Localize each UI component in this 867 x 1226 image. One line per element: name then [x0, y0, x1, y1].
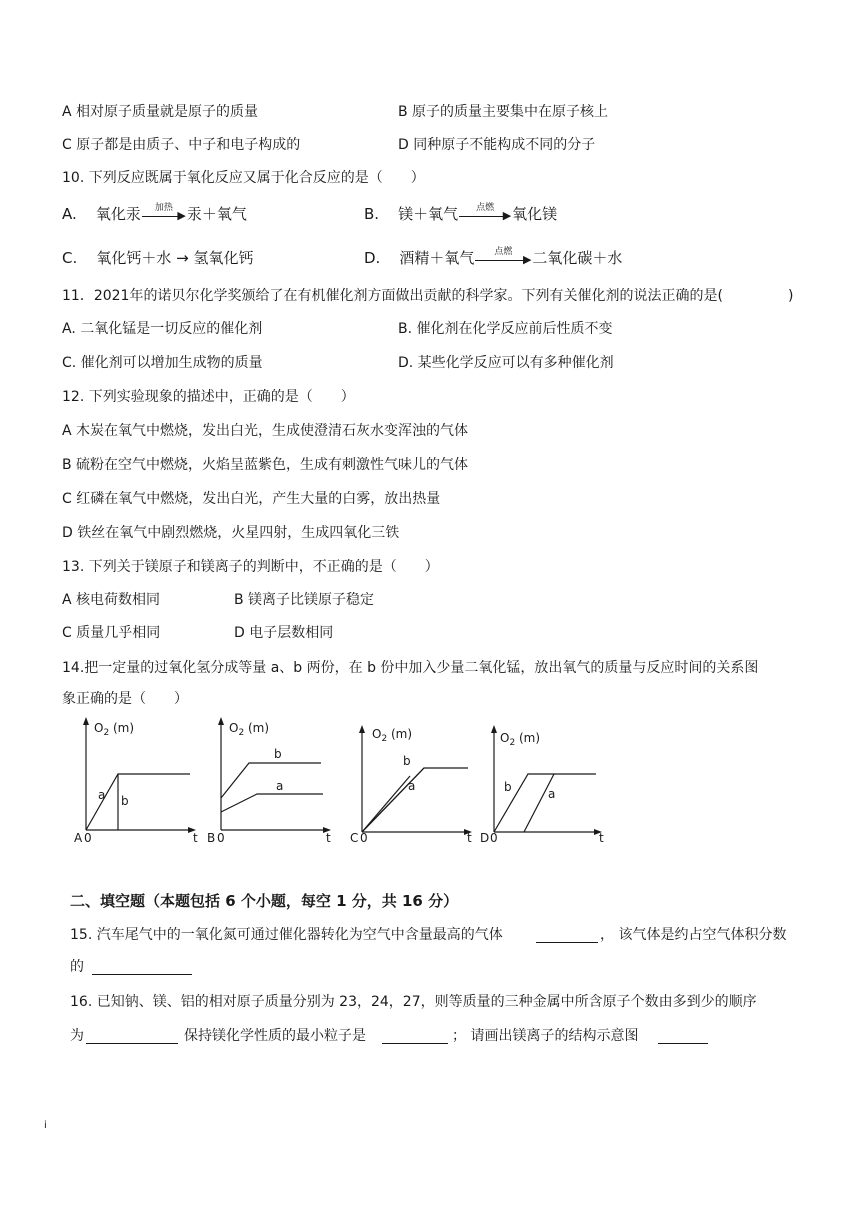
q10-c-reactant: 氧化钙＋水: [96, 249, 172, 267]
q16-line1: 16. 已知钠、镁、铝的相对原子质量分别为 23，24，27，则等质量的三种金属中所含原子个数由多到少的顺序: [70, 994, 757, 1010]
q12-option-c: C 红磷在氧气中燃烧，发出白光，产生大量的白雾，放出热量: [62, 491, 441, 507]
q10-d-product: 二氧化碳＋水: [532, 249, 623, 267]
q10-b-product: 氧化镁: [512, 205, 558, 223]
graph-a-label-1: a: [98, 788, 106, 802]
q14-stem-line2: 象正确的是（ ）: [62, 691, 188, 707]
q11-option-a: A. 二氧化锰是一切反应的催化剂: [62, 321, 263, 337]
graph-c-label-1: b: [403, 754, 411, 768]
q15-blank-1[interactable]: [536, 928, 598, 943]
q10-a-product: 汞＋氧气: [186, 205, 247, 223]
arrow-right-icon: →: [176, 249, 189, 267]
q16-blank-1[interactable]: [86, 1029, 178, 1044]
q10-option-d: [364, 246, 623, 267]
graph-b: [205, 712, 335, 847]
graph-d-origin: 0: [490, 831, 498, 845]
q16-line2-part1: 为: [70, 1028, 84, 1044]
q10-a-condition: 加热: [154, 202, 173, 213]
graph-c-origin: 0: [360, 831, 368, 845]
reaction-arrow-icon: 点燃 ▶: [459, 208, 511, 222]
q10-option-b: [364, 202, 558, 223]
q11-option-b: B. 催化剂在化学反应前后性质不变: [398, 321, 613, 337]
page-mark: i: [44, 1120, 47, 1131]
q16-blank-2[interactable]: [382, 1029, 448, 1044]
q14-stem-line1: 14.把一定量的过氧化氢分成等量 a、b 两份，在 b 份中加入少量二氧化锰，放出氧气的质量与反应时间的关系图: [62, 660, 759, 676]
graph-d-xlabel: t: [599, 831, 604, 845]
q10-d-condition: 点燃: [494, 246, 513, 257]
q16-line2-part2: 保持镁化学性质的最小粒子是: [184, 1028, 366, 1044]
q15-line1-part1: 15. 汽车尾气中的一氧化氮可通过催化器转化为空气中含量最高的气体: [70, 927, 503, 943]
q10-a-label: A.: [62, 205, 77, 223]
graph-d: [478, 718, 608, 848]
q15-line2: 的: [70, 959, 84, 975]
graph-b-corner: B: [207, 831, 216, 845]
q11-paren-close: ): [788, 288, 794, 304]
graph-c-label-2: a: [408, 779, 416, 793]
q13-stem: 13. 下列关于镁原子和镁离子的判断中，不正确的是（ ）: [62, 559, 439, 575]
reaction-arrow-icon: 点燃 ▶: [475, 252, 531, 266]
q12-option-b: B 硫粉在空气中燃烧，火焰呈蓝紫色，生成有刺激性气味儿的气体: [62, 457, 469, 473]
graph-b-ylabel: $O_2$ (m): [229, 721, 270, 738]
q10-option-a: [62, 202, 247, 223]
graph-a: [70, 712, 200, 847]
graph-a-xlabel: t: [193, 831, 198, 845]
q15-blank-2[interactable]: [92, 960, 192, 975]
q10-d-label: D.: [364, 249, 381, 267]
q13-option-d: D 电子层数相同: [234, 625, 334, 641]
graph-a-corner: A: [74, 831, 83, 845]
graph-b-label-2: a: [276, 779, 284, 793]
q11-option-c: C. 催化剂可以增加生成物的质量: [62, 355, 263, 371]
q16-line2-part3: ； 请画出镁离子的结构示意图: [452, 1028, 639, 1044]
q11-stem: 11．2021年的诺贝尔化学奖颁给了在有机催化剂方面做出贡献的科学家。下列有关催化剂的说法正确的是(: [62, 288, 723, 304]
graph-d-corner: D: [480, 831, 490, 845]
graph-c: [348, 718, 478, 848]
q10-option-c: [62, 251, 254, 266]
graph-d-label-1: b: [504, 780, 512, 794]
graph-b-label-1: b: [274, 747, 282, 761]
q10-d-reactant: 酒精＋氧气: [399, 249, 475, 267]
graph-b-xlabel: t: [326, 831, 331, 845]
q12-stem: 12. 下列实验现象的描述中，正确的是（ ）: [62, 389, 355, 405]
graph-d-label-2: a: [548, 787, 556, 801]
graph-a-ylabel: $O_2$ (m): [94, 721, 135, 738]
q12-option-d: D 铁丝在氧气中剧烈燃烧，火星四射，生成四氧化三铁: [62, 525, 400, 541]
q15-line1-part2: ， 该气体是约占空气体积分数: [600, 927, 787, 943]
q10-c-product: 氢氧化钙: [193, 249, 254, 267]
q16-blank-3[interactable]: [658, 1029, 708, 1044]
q10-stem: 10. 下列反应既属于氧化反应又属于化合反应的是（ ）: [62, 170, 425, 186]
q10-b-label: B.: [364, 205, 380, 223]
q9-option-a: A 相对原子质量就是原子的质量: [62, 104, 259, 120]
q10-b-condition: 点燃: [476, 202, 495, 213]
graph-c-corner: C: [350, 831, 359, 845]
graph-b-origin: 0: [217, 831, 225, 845]
q13-option-b: B 镁离子比镁原子稳定: [234, 592, 375, 608]
reaction-arrow-icon: 加热 ▶: [142, 208, 186, 222]
q9-option-d: D 同种原子不能构成不同的分子: [398, 137, 596, 153]
graph-c-ylabel: $O_2$ (m): [372, 727, 413, 744]
q12-option-a: A 木炭在氧气中燃烧，发出白光，生成使澄清石灰水变浑浊的气体: [62, 423, 469, 439]
q13-option-c: C 质量几乎相同: [62, 625, 161, 641]
graph-c-xlabel: t: [467, 831, 472, 845]
graph-d-ylabel: $O_2$ (m): [500, 731, 541, 748]
q10-b-reactant: 镁＋氧气: [398, 205, 459, 223]
q10-a-reactant: 氧化汞: [95, 205, 141, 223]
graph-a-label-2: b: [121, 794, 129, 808]
graph-a-origin: 0: [84, 831, 92, 845]
q9-option-b: B 原子的质量主要集中在原子核上: [398, 104, 609, 120]
q13-option-a: A 核电荷数相同: [62, 592, 161, 608]
q11-option-d: D. 某些化学反应可以有多种催化剂: [398, 355, 614, 371]
section-title: 二、填空题（本题包括 6 个小题，每空 1 分，共 16 分）: [70, 892, 459, 910]
q10-c-label: C.: [62, 249, 78, 267]
q9-option-c: C 原子都是由质子、中子和电子构成的: [62, 137, 301, 153]
